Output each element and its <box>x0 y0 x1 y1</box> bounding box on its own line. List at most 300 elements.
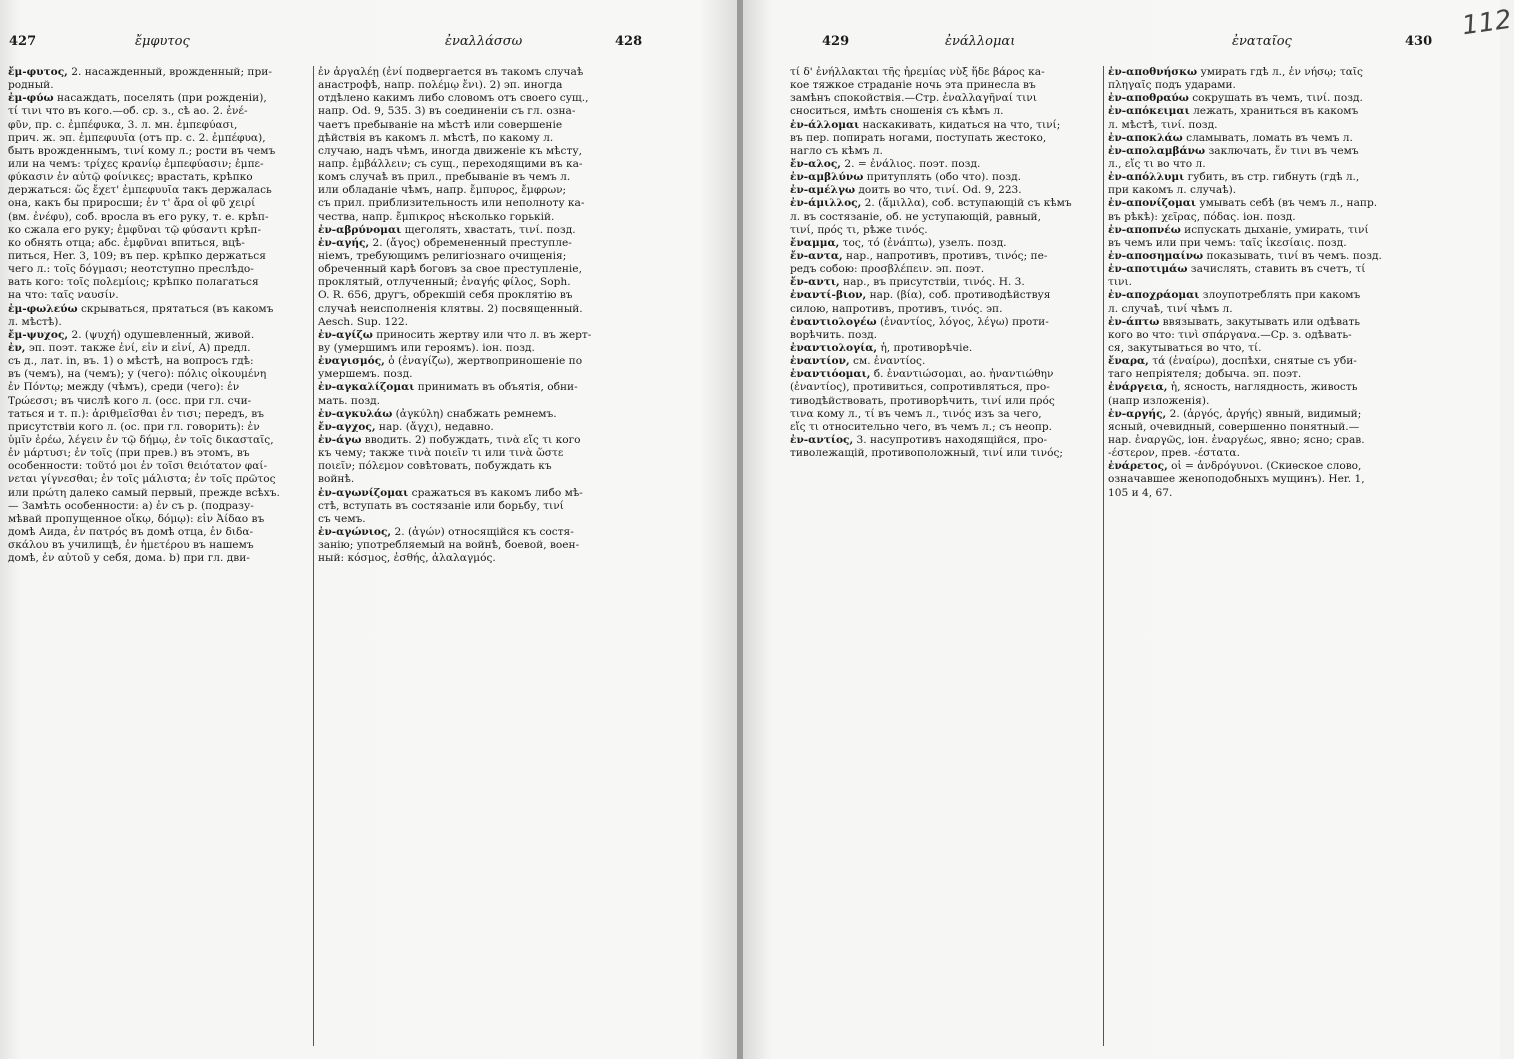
dictionary-line <box>1108 473 1493 486</box>
column-4 <box>1108 66 1493 1046</box>
dictionary-line <box>1108 381 1493 394</box>
dictionary-line <box>318 303 720 316</box>
entry-text: (напр изложенія). <box>1108 394 1210 407</box>
column-2 <box>318 66 720 1046</box>
entry-text: нагло съ кѣмъ л. <box>790 144 883 157</box>
book-gutter <box>737 0 743 1059</box>
entry-text: губить, въ стр. гибнуть (гдѣ л., <box>1184 171 1360 184</box>
entry-text: скрываться, прятаться (въ какомъ <box>77 302 274 315</box>
entry-text: наскакивать, кидаться на что, τινί; <box>859 118 1061 131</box>
entry-text: злоупотреблять при какомъ <box>1199 289 1361 302</box>
dictionary-line <box>318 368 720 381</box>
dictionary-line <box>8 539 312 552</box>
entry-text: ἐν μάρτυσι; ἐν τοῖς (при прев.) въ этомъ, въ <box>8 447 250 460</box>
dictionary-line <box>318 487 720 500</box>
dictionary-line <box>1108 171 1493 184</box>
dictionary-line <box>8 145 312 158</box>
entry-text: заключать, ἔν τινι въ чемъ <box>1205 144 1359 157</box>
entry-text: чества, напр. ἔμπικρος нѣсколько горькій. <box>318 210 555 223</box>
dictionary-line <box>8 381 312 394</box>
dictionary-line <box>8 66 312 79</box>
dictionary-line <box>790 171 1100 184</box>
entry-text: τί δ' ἐνήλλακται τῆς ἠρεμίας νὺξ ἥδε βάρος ка- <box>790 66 1045 78</box>
entry-text: напр. ἐμβάλλειν; съ сущ., переходящими въ ка- <box>318 157 583 170</box>
dictionary-line <box>8 513 312 526</box>
entry-text: замѣнъ спокойствія.—Стр. ἐναλλαγῆναί τινι <box>790 92 1037 105</box>
dictionary-line <box>8 250 312 263</box>
entry-text: стѣ, вступать въ состязаніе или борьбу, τινί <box>318 499 564 512</box>
entry-text: нар., напротивъ, противъ, τινός; пе- <box>842 249 1048 262</box>
entry-text: τά (ἐναίρω), доспѣхи, снятые съ уби- <box>1148 355 1357 368</box>
entry-text: силою, напротивъ, противъ, τινός. эп. <box>790 302 1003 315</box>
page-number-428: 428 <box>615 34 643 49</box>
entry-text: л., εἴς τι во что л. <box>1108 157 1206 170</box>
dictionary-line <box>8 237 312 250</box>
entry-headword: ἐναντιόομαι, <box>790 368 871 381</box>
entry-text: τινι. <box>1108 276 1132 289</box>
dictionary-line <box>790 289 1100 302</box>
entry-text: лежать, храниться въ какомъ <box>1189 105 1359 118</box>
entry-text: νεται γίγνεσθαι; ἐν τοῖς μάλιστα; ἐν τοῖς πρῶτος <box>8 473 276 486</box>
entry-text: 2. (ψυχή) одушевленный, живой. <box>68 328 255 341</box>
dictionary-line <box>1108 368 1493 381</box>
entry-text: или πρώτη далеко самый первый, прежде всѣхъ. <box>8 486 280 499</box>
entry-headword: ἐν-άπτω <box>1108 315 1160 328</box>
entry-text: напр. Od. 9, 535. 3) въ соединеніи съ гл. озна- <box>318 105 576 118</box>
dictionary-line <box>1108 250 1493 263</box>
entry-text: вводить. 2) побуждать, τινὰ εἴς τι кого <box>361 433 581 446</box>
column-divider <box>313 66 314 1046</box>
dictionary-line <box>318 119 720 132</box>
entry-headword: ἐν-αγώνιος, <box>318 525 392 538</box>
entry-text: ясный, очевидный, совершенно понятный.— <box>1108 420 1360 433</box>
entry-text: щеголять, хвастать, τινί. позд. <box>401 223 576 236</box>
entry-headword: ἐν-αποσημαίνω <box>1108 249 1204 262</box>
entry-headword: ἐν-αμέλγω <box>790 184 856 197</box>
dictionary-line <box>8 526 312 539</box>
entry-text: ко сжала его руку; ἐμφῦναι τῷ φύσαντι крѣп- <box>8 223 262 236</box>
dictionary-line <box>8 329 312 342</box>
entry-headword: ἐν-αργής, <box>1108 407 1167 420</box>
entry-text: л. мѣстѣ). <box>8 315 62 328</box>
entry-text: комъ случаѣ въ прил., пребываніе въ чемъ л. <box>318 171 571 184</box>
dictionary-line <box>318 276 720 289</box>
dictionary-line <box>318 184 720 197</box>
dictionary-line <box>790 250 1100 263</box>
dictionary-line <box>318 171 720 184</box>
dictionary-line <box>318 289 720 302</box>
entry-text: домѣ Аида, ἐν πατρός въ домѣ отца, ἐν διδα- <box>8 525 254 538</box>
entry-text: нар. (ἄγχι), недавно. <box>375 420 494 433</box>
dictionary-line <box>790 395 1100 408</box>
entry-headword: ἔμ-ψυχος, <box>8 328 69 341</box>
entry-text: кого во что: τινὶ σπάργανα.—Ср. з. одѣвать- <box>1108 328 1352 341</box>
entry-headword: ἐν-αντίος, <box>790 433 854 446</box>
entry-text: ву (умершимъ или героямъ). іон. позд. <box>318 341 535 354</box>
dictionary-line <box>790 421 1100 434</box>
entry-text: насаждать, поселять (при рожденіи), <box>53 92 267 105</box>
entry-text: л. случаѣ, τινί чѣмъ л. <box>1108 302 1233 315</box>
dictionary-line <box>8 368 312 381</box>
dictionary-line <box>8 421 312 434</box>
dictionary-line <box>318 408 720 421</box>
dictionary-line <box>1108 105 1493 118</box>
dictionary-line <box>318 395 720 408</box>
entry-text: ворѣчить. позд. <box>790 328 878 341</box>
dictionary-line <box>8 197 312 210</box>
dictionary-line <box>8 132 312 145</box>
dictionary-line <box>790 211 1100 224</box>
entry-text: (ἐναντίος), противиться, сопротивляться, про- <box>790 381 1050 394</box>
entry-text: прич. ж. эп. ἐμπεφυυῖα (отъ пр. с. 2. ἐμπέφυα), <box>8 131 266 144</box>
dictionary-line <box>318 447 720 460</box>
entry-text: она, какъ бы приросши; ἐν τ' ἄρα οἱ φῦ χειρί <box>8 197 256 210</box>
dictionary-line <box>8 500 312 513</box>
dictionary-line <box>790 316 1100 329</box>
entry-text: Aesch. Sup. 122. <box>318 315 409 328</box>
entry-text: приносить жертву или что л. въ жерт- <box>372 328 592 341</box>
entry-text: ко обнять отца; абс. ἐμφῦναι впиться, вцѣ- <box>8 236 245 249</box>
dictionary-line <box>318 92 720 105</box>
dictionary-line <box>790 368 1100 381</box>
dictionary-line <box>1108 132 1493 145</box>
dictionary-line <box>790 342 1100 355</box>
dictionary-line <box>1108 487 1493 500</box>
dictionary-line <box>8 473 312 486</box>
entry-headword: ἐν-αγκαλίζομαι <box>318 381 415 394</box>
page-number-429: 429 <box>822 34 850 49</box>
entry-text: случаю, надъ чѣмъ, иногда движеніе къ мѣсту, <box>318 144 582 157</box>
entry-text: 2. (ἅμιλλα), соб. вступающій съ кѣмъ <box>861 197 1072 210</box>
dictionary-line <box>1108 408 1493 421</box>
dictionary-line <box>1108 447 1493 460</box>
entry-headword: ἔν-αντα, <box>790 249 843 262</box>
dictionary-line <box>1108 289 1493 302</box>
dictionary-line <box>1108 342 1493 355</box>
entry-text: эп. поэт. также ἐνί, εἰν и εἰνί, A) предл. <box>25 341 251 354</box>
entry-text: особенности: τοῦτό μοι ἐν τοῖσι θειότατον φαί- <box>8 460 268 473</box>
entry-headword: ἐμ-φύω <box>8 92 54 105</box>
entry-text: ὑμῖν ἐρέω, λέγειν ἐν τῷ δήμῳ, ἐν τοῖς δικασταῖς, <box>8 433 274 446</box>
entry-text: проклятый, отлученный; ἐναγής φίλος, Soph. <box>318 276 571 289</box>
entry-headword: ἐν-άμιλλος, <box>790 197 862 210</box>
entry-headword: ἐναντί-βιον, <box>790 289 867 302</box>
entry-text: — Замѣть особенности: а) ἐν съ р. (подразу- <box>8 499 254 512</box>
entry-text: -έστερον, прев. -έστατα. <box>1108 447 1240 460</box>
dictionary-line <box>1108 276 1493 289</box>
dictionary-line <box>1108 184 1493 197</box>
entry-headword: ἔμ-φυτος, <box>8 66 68 78</box>
dictionary-line <box>790 263 1100 276</box>
dictionary-line <box>1108 421 1493 434</box>
entry-headword: ἐν-αποτιμάω <box>1108 263 1188 276</box>
entry-headword: ἐν-άγω <box>318 433 362 446</box>
entry-text: (вм. ἐνέφυ), соб. вросла въ его руку, т. е. крѣп- <box>8 210 269 223</box>
dictionary-line <box>8 224 312 237</box>
entry-headword: ἐν, <box>8 341 26 354</box>
dictionary-line <box>1108 158 1493 171</box>
dictionary-line <box>318 224 720 237</box>
dictionary-line <box>8 395 312 408</box>
entry-text: ввязывать, закутывать или одѣвать <box>1159 315 1361 328</box>
dictionary-line <box>1108 119 1493 132</box>
entry-headword: ἐν-αποκλάω <box>1108 131 1183 144</box>
dictionary-line <box>318 211 720 224</box>
dictionary-line <box>8 289 312 302</box>
dictionary-line <box>318 197 720 210</box>
entry-text: чего л.: τοῖς δόγμασι; неотступно преслѣдо- <box>8 263 254 276</box>
entry-text: (ἀγκύλη) снабжать ремнемъ. <box>392 407 557 420</box>
entry-text: анастрофѣ, напр. πολέμῳ ἔνι). 2) эп. иногда <box>318 79 563 92</box>
entry-text: 2. насажденный, врожденный; при- <box>67 66 272 78</box>
entry-text: таться и т. п.): ἀριθμεῖσθαι ἐν τισι; передъ, въ <box>8 407 264 420</box>
dictionary-line <box>790 79 1100 92</box>
entry-text: σκάλου въ училищѣ, ἐν ἡμετέρου въ нашемъ <box>8 539 254 552</box>
entry-text: τινί, πρός τι, рѣже τινός. <box>790 223 928 236</box>
dictionary-line <box>790 92 1100 105</box>
entry-headword: ἐναγισμός, <box>318 355 385 368</box>
handwritten-page-mark: 112 <box>1460 4 1514 42</box>
dictionary-line <box>8 303 312 316</box>
entry-text: ἐν Πόντῳ; между (чѣмъ), среди (чего): ἐν <box>8 381 240 394</box>
dictionary-line <box>8 263 312 276</box>
dictionary-line <box>8 171 312 184</box>
dictionary-line <box>8 158 312 171</box>
entry-text: л. въ состязаніе, об. не уступающій, равный, <box>790 210 1041 223</box>
dictionary-line <box>790 184 1100 197</box>
entry-headword: ἐν-απόκειμαι <box>1108 105 1190 118</box>
dictionary-line <box>318 263 720 276</box>
entry-text: нар. ἐναργῶς, іон. ἐναργέως, явно; ясно; срав. <box>1108 433 1365 446</box>
dictionary-line <box>1108 197 1493 210</box>
entry-text: Τρώεσσι; въ числѣ кого л. (осс. при гл. счи- <box>8 394 252 407</box>
dictionary-line <box>8 211 312 224</box>
dictionary-line <box>318 355 720 368</box>
entry-text: φῦν, пр. с. ἐμπέφυκα, 3. л. мн. ἐμπεφύασι, <box>8 118 238 131</box>
running-head-left: ἔμφυτος <box>135 34 190 49</box>
entry-text: τινα кому л., τί въ чемъ л., τινός изъ за чего, <box>790 407 1042 420</box>
dictionary-line <box>8 342 312 355</box>
dictionary-line <box>318 473 720 486</box>
entry-text: сноситься, имѣть сношенія съ кѣмъ л. <box>790 105 1004 118</box>
entry-text: домѣ, ἐν αὐτοῦ у себя, дома. b) при гл. дви- <box>8 552 250 565</box>
entry-text: ἡ, противорѣчіе. <box>877 341 973 354</box>
entry-text: дѣйствія въ какомъ л. мѣстѣ, по какому л. <box>318 131 554 144</box>
entry-text: τος, τό (ἐνάπτω), узелъ. позд. <box>839 236 1007 249</box>
dictionary-line <box>8 487 312 500</box>
running-head-right: ἐνάλλομαι <box>945 34 1016 49</box>
dictionary-line <box>8 105 312 118</box>
entry-text: οἱ = ἀνδρόγυνοι. (Скиѳское слово, <box>1167 460 1362 473</box>
entry-text: показывать, τινί въ чемъ. позд. <box>1203 249 1382 262</box>
entry-headword: ἔναμμα, <box>790 236 840 249</box>
entry-text: войнѣ. <box>318 473 355 486</box>
entry-text: въ чемъ или при чемъ: ταῖς ἱκεσίαις. позд. <box>1108 236 1347 249</box>
running-head-left-2: ἐναλλάσσω <box>445 34 523 49</box>
entry-text: мѣвай пропущенное οἴκῳ, δόμῳ): εἰν Ἀίδαο въ <box>8 512 265 525</box>
entry-text: питься, Her. 3, 109; въ пер. крѣпко держаться <box>8 249 266 262</box>
dictionary-line <box>8 184 312 197</box>
dictionary-line <box>318 342 720 355</box>
dictionary-line <box>318 552 720 565</box>
entry-text: отдѣлено какимъ либо словомъ отъ своего сущ., <box>318 92 589 105</box>
entry-headword: ἔν-αγχος, <box>318 420 376 433</box>
column-divider <box>1103 66 1104 1046</box>
entry-text: при какомъ л. случаѣ). <box>1108 184 1237 197</box>
entry-text: быть врожденнымъ, τινί кому л.; рости въ чемъ <box>8 144 276 157</box>
dictionary-line <box>790 276 1100 289</box>
entry-headword: ἐνάργεια, <box>1108 381 1168 394</box>
entry-headword: ἔν-αντι, <box>790 276 840 289</box>
dictionary-line <box>1108 145 1493 158</box>
dictionary-line <box>8 92 312 105</box>
entry-headword: ἐν-αγκυλάω <box>318 407 393 420</box>
page-number-427: 427 <box>9 34 37 49</box>
dictionary-line <box>318 79 720 92</box>
entry-text: или на чемъ: τρίχες κρανίῳ ἐμπεφύασιν; ἐμπε- <box>8 157 264 170</box>
entry-text: 2. (ἀργός, ἀργής) явный, видимый; <box>1166 407 1362 420</box>
entry-text: принимать въ объятія, обни- <box>414 381 578 394</box>
entry-headword: ἐνάρετος, <box>1108 460 1168 473</box>
entry-headword: ἐν-απόλλυμι <box>1108 171 1185 184</box>
entry-headword: ἐν-αποχράομαι <box>1108 289 1200 302</box>
entry-text: тиволежащій, противоположный, τινί или τινός; <box>790 447 1063 460</box>
entry-text: зачислять, ставить въ счетъ, τί <box>1187 263 1366 276</box>
dictionary-line <box>318 500 720 513</box>
entry-headword: ἐν-αγωνίζομαι <box>318 486 409 499</box>
entry-headword: ἐν-αποθνήσκω <box>1108 66 1198 78</box>
dictionary-line <box>318 526 720 539</box>
entry-headword: ἔναρα, <box>1108 355 1149 368</box>
dictionary-line <box>8 460 312 473</box>
dictionary-line <box>790 381 1100 394</box>
entry-text: на что: ταῖς ναυσίν. <box>8 289 119 302</box>
entry-text: сламывать, ломать въ чемъ л. <box>1182 131 1353 144</box>
entry-headword: ἐμ-φωλεύω <box>8 302 78 315</box>
entry-text: доить во что, τινί. Od. 9, 223. <box>855 184 1022 197</box>
entry-text: л. мѣстѣ, τινί. позд. <box>1108 118 1218 131</box>
dictionary-line <box>1108 237 1493 250</box>
entry-text: присутствіи кого л. (ос. при гл. говорить): ἐν <box>8 420 260 433</box>
dictionary-line <box>318 434 720 447</box>
entry-headword: ἐν-αβρύνομαι <box>318 223 402 236</box>
running-head-right-2: ἐναταῖος <box>1232 34 1292 49</box>
dictionary-line <box>318 513 720 526</box>
dictionary-line <box>1108 224 1493 237</box>
dictionary-line <box>318 421 720 434</box>
entry-text: (ἐναντίος, λόγος, λέγω) проти- <box>876 315 1049 328</box>
dictionary-line <box>8 119 312 132</box>
entry-text: ся, закутываться во что, τί. <box>1108 341 1262 354</box>
dictionary-line <box>1108 263 1493 276</box>
entry-text: ποιεῖν; πόλεμον совѣтовать, побуждать къ <box>318 460 552 473</box>
entry-text: обреченный карѣ боговъ за свое преступленіе, <box>318 263 582 276</box>
dictionary-line <box>1108 434 1493 447</box>
entry-text: держаться: ὥς ἔχετ' ἐμπεφυυῖα такъ держалась <box>8 184 272 197</box>
column-1 <box>8 66 312 1046</box>
dictionary-line <box>318 460 720 473</box>
dictionary-line <box>8 355 312 368</box>
entry-headword: ἐναντίον, <box>790 355 850 368</box>
entry-text: умершемъ. позд. <box>318 368 413 381</box>
dictionary-line <box>8 434 312 447</box>
entry-text: нар. (βία), соб. противодѣйствуя <box>866 289 1051 302</box>
entry-text: 2. (ἀγών) относящійся къ состя- <box>391 525 574 538</box>
dictionary-line <box>318 105 720 118</box>
dictionary-line <box>790 145 1100 158</box>
entry-headword: ἐναντιολογέω <box>790 315 877 328</box>
entry-text: умирать гдѣ л., ἐν νήσῳ; ταῖς <box>1197 66 1363 78</box>
entry-headword: ἐν-αγής, <box>318 236 370 249</box>
dictionary-line <box>790 434 1100 447</box>
entry-text: εἴς τι относительно чего, въ чемъ л.; съ неопр. <box>790 420 1053 433</box>
entry-headword: ἐν-αποπνέω <box>1108 223 1181 236</box>
dictionary-line <box>318 250 720 263</box>
dictionary-line <box>1108 79 1493 92</box>
entry-headword: ἐν-απονίζομαι <box>1108 197 1197 210</box>
entry-text: редъ собою: προσβλέπειν. эп. поэт. <box>790 263 985 276</box>
dictionary-line <box>790 158 1100 171</box>
dictionary-line <box>790 329 1100 342</box>
dictionary-line <box>790 132 1100 145</box>
dictionary-line <box>8 316 312 329</box>
dictionary-line <box>1108 66 1493 79</box>
entry-text: чаетъ пребываніе на мѣстѣ или совершеніе <box>318 118 563 131</box>
dictionary-line <box>318 145 720 158</box>
dictionary-line <box>318 132 720 145</box>
entry-headword: ἐν-αγίζω <box>318 328 373 341</box>
entry-text: ἐν ἀργαλέῃ (ἐνί подвергается въ такомъ случаѣ <box>318 66 584 78</box>
dictionary-line <box>318 316 720 329</box>
dictionary-line <box>790 408 1100 421</box>
column-3 <box>790 66 1100 1046</box>
entry-text: тиводѣйствовать, противорѣчить, τινί или πρός <box>790 394 1055 407</box>
dictionary-line <box>1108 460 1493 473</box>
dictionary-line <box>8 276 312 289</box>
entry-headword: ἐν-άλλομαι <box>790 118 860 131</box>
dictionary-line <box>1108 92 1493 105</box>
entry-text: ніемъ, требующимъ религіознаго очищенія; <box>318 249 567 262</box>
entry-text: сокрушать въ чемъ, τινί. позд. <box>1188 92 1363 105</box>
entry-text: 105 и 4, 67. <box>1108 486 1173 499</box>
dictionary-line <box>8 447 312 460</box>
entry-text: O. R. 656, другъ, обрекшій себя проклятію въ <box>318 289 573 302</box>
dictionary-line <box>318 66 720 79</box>
dictionary-line <box>318 237 720 250</box>
dictionary-line <box>318 158 720 171</box>
entry-text: въ рѣкѣ): χεῖρας, πόδας. іон. позд. <box>1108 210 1296 223</box>
dictionary-line <box>1108 355 1493 368</box>
entry-headword: ἐναντιολογία, <box>790 341 878 354</box>
entry-text: съ прил. приблизительность или неполноту ка- <box>318 197 585 210</box>
dictionary-line <box>790 105 1100 118</box>
entry-headword: ἐν-αποθραύω <box>1108 92 1189 105</box>
dictionary-line <box>790 224 1100 237</box>
dictionary-line <box>790 119 1100 132</box>
dictionary-line <box>790 197 1100 210</box>
entry-text: родный. <box>8 79 54 92</box>
entry-text: вать кого: τοῖς πολεμίοις; крѣпко полагаться <box>8 276 259 289</box>
entry-text: πληγαῖς подъ ударами. <box>1108 79 1236 92</box>
dictionary-line <box>318 539 720 552</box>
entry-text: занію; употребляемый на войнѣ, боевой, воен- <box>318 539 580 552</box>
dictionary-line <box>790 355 1100 368</box>
page-number-430: 430 <box>1405 34 1433 49</box>
dictionary-line <box>790 66 1100 79</box>
dictionary-line <box>8 552 312 565</box>
entry-text: б. ἐναντιώσομαι, ао. ἠναντιώθην <box>870 368 1054 381</box>
entry-text: мать. позд. <box>318 394 381 407</box>
